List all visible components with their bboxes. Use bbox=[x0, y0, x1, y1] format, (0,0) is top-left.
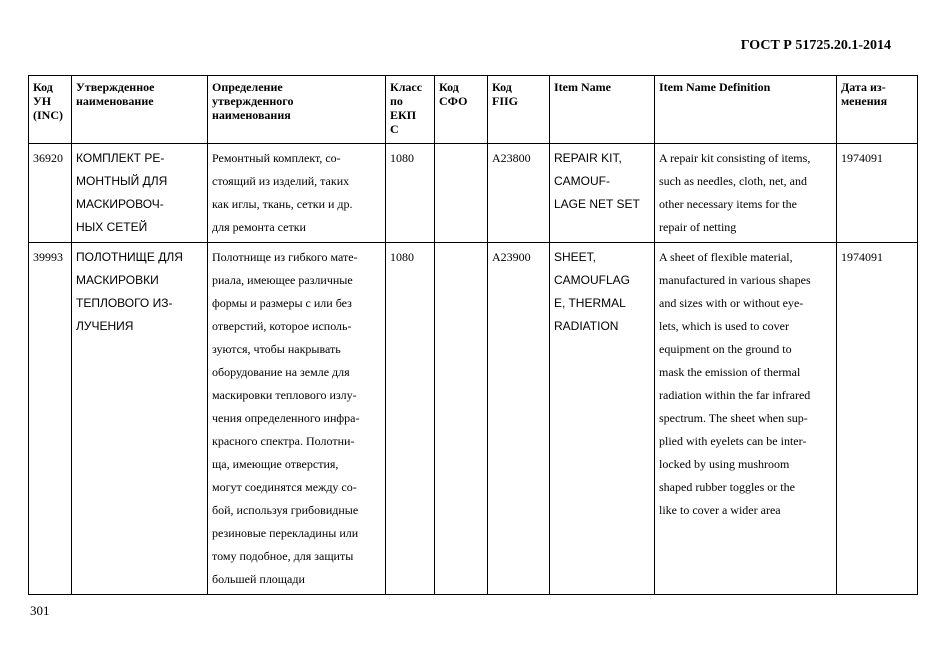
header-line: утвержденного bbox=[212, 94, 294, 108]
cell-line: mask the emission of thermal bbox=[659, 365, 801, 379]
cell-line: ЛУЧЕНИЯ bbox=[76, 319, 134, 333]
cell-definition bbox=[208, 243, 386, 595]
cell-line: locked by using mushroom bbox=[659, 457, 790, 471]
header-line: FIIG bbox=[492, 94, 519, 108]
header-line: СФО bbox=[439, 94, 468, 108]
cell-line: бой, используя грибовидные bbox=[212, 503, 359, 517]
cell-item-name-definition bbox=[655, 243, 837, 595]
header-row bbox=[29, 76, 918, 144]
cell-line: МАСКИРОВОЧ- bbox=[76, 197, 164, 211]
cell-line: стоящий из изделий, таких bbox=[212, 174, 350, 188]
cell-line: spectrum. The sheet when sup- bbox=[659, 411, 808, 425]
cell-line: ТЕПЛОВОГО ИЗ- bbox=[76, 296, 173, 310]
header-line: наименования bbox=[212, 108, 291, 122]
header-line: менения bbox=[841, 94, 888, 108]
header-line: Код bbox=[492, 80, 512, 94]
cell-line: МАСКИРОВКИ bbox=[76, 273, 159, 287]
cell-line: для ремонта сетки bbox=[212, 220, 306, 234]
cell-line: КОМПЛЕКТ РЕ- bbox=[76, 151, 165, 165]
cell-line: риала, имеющее различные bbox=[212, 273, 353, 287]
cell-class: 1080 bbox=[386, 243, 435, 595]
cell-line: repair of netting bbox=[659, 220, 737, 234]
cell-line: могут соединятся между со- bbox=[212, 480, 357, 494]
table-row bbox=[29, 243, 918, 595]
cell-line: radiation within the far infrared bbox=[659, 388, 811, 402]
cell-line: НЫХ СЕТЕЙ bbox=[76, 220, 148, 234]
cell-line: маскировки теплового излу- bbox=[212, 388, 357, 402]
cell-line: МОНТНЫЙ ДЛЯ bbox=[76, 174, 168, 188]
table-row bbox=[29, 144, 918, 243]
header-line: Код bbox=[33, 80, 53, 94]
cell-line: CAMOUF- bbox=[554, 174, 610, 188]
page-number: 301 bbox=[30, 603, 50, 618]
cell-line: E, THERMAL bbox=[554, 296, 626, 310]
cell-line: зуются, чтобы накрывать bbox=[212, 342, 341, 356]
cell-line: A repair kit consisting of items, bbox=[659, 151, 811, 165]
header-approved-name bbox=[72, 76, 208, 144]
cell-item-name bbox=[550, 144, 655, 243]
cell-line: Ремонтный комплект, со- bbox=[212, 151, 341, 165]
cell-line: красного спектра. Полотни- bbox=[212, 434, 355, 448]
header-line: ЕКП bbox=[390, 108, 417, 122]
header-sfo bbox=[435, 76, 488, 144]
header-line: по bbox=[390, 94, 403, 108]
table-body bbox=[29, 144, 918, 595]
cell-approved-name bbox=[72, 243, 208, 595]
cell-line: оборудование на земле для bbox=[212, 365, 350, 379]
cell-line: other necessary items for the bbox=[659, 197, 797, 211]
cell-approved-name bbox=[72, 144, 208, 243]
cell-item-name-definition bbox=[655, 144, 837, 243]
cell-code: 39993 bbox=[29, 243, 72, 595]
header-line: Класс bbox=[390, 80, 423, 94]
header-line: Определение bbox=[212, 80, 283, 94]
cell-line: большей площади bbox=[212, 572, 305, 586]
cell-line: shaped rubber toggles or the bbox=[659, 480, 795, 494]
header-item-name-definition bbox=[655, 76, 837, 144]
header-line: Утвержденное bbox=[76, 80, 155, 94]
cell-sfo bbox=[435, 144, 488, 243]
header-line: УН bbox=[33, 94, 52, 108]
cell-line: REPAIR KIT, bbox=[554, 151, 622, 165]
cell-line: lets, which is used to cover bbox=[659, 319, 789, 333]
header-line: Item Name bbox=[554, 80, 611, 94]
cell-line: CAMOUFLAG bbox=[554, 273, 631, 287]
cell-line: such as needles, cloth, net, and bbox=[659, 174, 807, 188]
header-line: (INC) bbox=[33, 108, 63, 122]
cell-line: RADIATION bbox=[554, 319, 619, 333]
cell-line: ща, имеющие отверстия, bbox=[212, 457, 339, 471]
cell-line: and sizes with or without eye- bbox=[659, 296, 804, 310]
cell-line: equipment on the ground to bbox=[659, 342, 792, 356]
cell-line: like to cover a wider area bbox=[659, 503, 781, 517]
header-item-name bbox=[550, 76, 655, 144]
cell-fiig: A23900 bbox=[488, 243, 550, 595]
header-line: наименование bbox=[76, 94, 154, 108]
cell-line: тому подобное, для защиты bbox=[212, 549, 354, 563]
cell-line: Полотнище из гибкого мате- bbox=[212, 250, 358, 264]
cell-line: A sheet of flexible material, bbox=[659, 250, 793, 264]
cell-line: ПОЛОТНИЩЕ ДЛЯ bbox=[76, 250, 183, 264]
cell-fiig: A23800 bbox=[488, 144, 550, 243]
cell-line: отверстий, которое исполь- bbox=[212, 319, 352, 333]
header-fiig bbox=[488, 76, 550, 144]
cell-sfo bbox=[435, 243, 488, 595]
cell-class: 1080 bbox=[386, 144, 435, 243]
catalog-table bbox=[28, 75, 918, 595]
cell-line: LAGE NET SET bbox=[554, 197, 640, 211]
header-line: Код bbox=[439, 80, 459, 94]
document-code: ГОСТ Р 51725.20.1-2014 bbox=[740, 38, 891, 53]
header-line: Дата из- bbox=[841, 80, 886, 94]
cell-change-date: 1974091 bbox=[837, 243, 918, 595]
cell-definition bbox=[208, 144, 386, 243]
cell-line: резиновые перекладины или bbox=[212, 526, 359, 540]
header-line: С bbox=[390, 122, 399, 136]
cell-change-date: 1974091 bbox=[837, 144, 918, 243]
cell-line: plied with eyelets can be inter- bbox=[659, 434, 807, 448]
cell-line: формы и размеры с или без bbox=[212, 296, 352, 310]
header-change-date bbox=[837, 76, 918, 144]
cell-line: чения определенного инфра- bbox=[212, 411, 360, 425]
cell-line: SHEET, bbox=[554, 250, 597, 264]
header-code-inc bbox=[29, 76, 72, 144]
header-definition bbox=[208, 76, 386, 144]
cell-line: manufactured in various shapes bbox=[659, 273, 811, 287]
header-line: Item Name Definition bbox=[659, 80, 771, 94]
header-class bbox=[386, 76, 435, 144]
cell-line: как иглы, ткань, сетки и др. bbox=[212, 197, 353, 211]
cell-code: 36920 bbox=[29, 144, 72, 243]
cell-item-name bbox=[550, 243, 655, 595]
